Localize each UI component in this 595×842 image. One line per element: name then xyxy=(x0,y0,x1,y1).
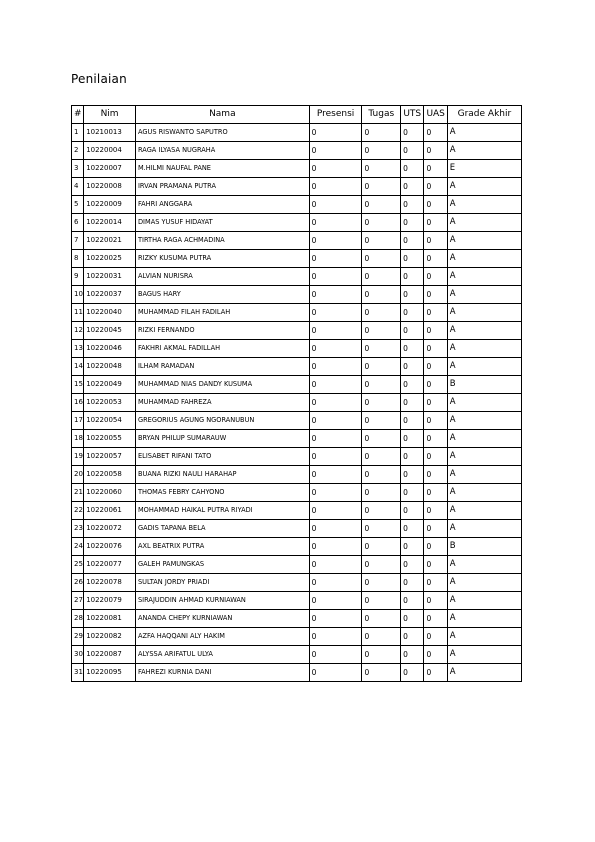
table-row xyxy=(72,178,522,196)
cell-nim: 10220076 xyxy=(84,538,136,556)
header-number: # xyxy=(72,106,84,124)
cell-grade-akhir: B xyxy=(447,376,521,394)
cell-nama: AGUS RISWANTO SAPUTRO xyxy=(135,124,309,142)
cell-uas: 0 xyxy=(424,484,447,502)
cell-presensi: 0 xyxy=(309,412,362,430)
cell-nama: GADIS TAPANA BELA xyxy=(135,520,309,538)
table-row xyxy=(72,412,522,430)
cell-nim: 10220054 xyxy=(84,412,136,430)
cell-number: 23 xyxy=(72,520,84,538)
cell-uts: 0 xyxy=(401,664,424,682)
cell-nama: FAHRI ANGGARA xyxy=(135,196,309,214)
cell-presensi: 0 xyxy=(309,502,362,520)
cell-presensi: 0 xyxy=(309,484,362,502)
cell-number: 25 xyxy=(72,556,84,574)
cell-presensi: 0 xyxy=(309,466,362,484)
cell-tugas: 0 xyxy=(362,358,401,376)
cell-tugas: 0 xyxy=(362,628,401,646)
cell-uts: 0 xyxy=(401,502,424,520)
cell-grade-akhir: A xyxy=(447,214,521,232)
table-row xyxy=(72,448,522,466)
cell-number: 16 xyxy=(72,394,84,412)
table-row xyxy=(72,142,522,160)
cell-grade-akhir: A xyxy=(447,394,521,412)
cell-tugas: 0 xyxy=(362,376,401,394)
cell-presensi: 0 xyxy=(309,520,362,538)
cell-uts: 0 xyxy=(401,196,424,214)
cell-uas: 0 xyxy=(424,196,447,214)
cell-number: 28 xyxy=(72,610,84,628)
cell-number: 10 xyxy=(72,286,84,304)
cell-number: 15 xyxy=(72,376,84,394)
cell-number: 19 xyxy=(72,448,84,466)
cell-grade-akhir: A xyxy=(447,124,521,142)
cell-nama: ILHAM RAMADAN xyxy=(135,358,309,376)
cell-uas: 0 xyxy=(424,124,447,142)
table-row xyxy=(72,250,522,268)
cell-grade-akhir: A xyxy=(447,664,521,682)
cell-presensi: 0 xyxy=(309,628,362,646)
cell-nim: 10220046 xyxy=(84,340,136,358)
cell-nim: 10220058 xyxy=(84,466,136,484)
cell-nim: 10220037 xyxy=(84,286,136,304)
cell-nama: MOHAMMAD HAIKAL PUTRA RIYADI xyxy=(135,502,309,520)
cell-grade-akhir: A xyxy=(447,628,521,646)
cell-nama: ANANDA CHEPY KURNIAWAN xyxy=(135,610,309,628)
cell-tugas: 0 xyxy=(362,502,401,520)
table-row xyxy=(72,538,522,556)
cell-nama: FAHREZI KURNIA DANI xyxy=(135,664,309,682)
cell-nim: 10220004 xyxy=(84,142,136,160)
cell-nim: 10220077 xyxy=(84,556,136,574)
cell-nim: 10220082 xyxy=(84,628,136,646)
cell-uts: 0 xyxy=(401,214,424,232)
cell-nama: ALVIAN NURISRA xyxy=(135,268,309,286)
cell-nim: 10220049 xyxy=(84,376,136,394)
cell-uts: 0 xyxy=(401,610,424,628)
cell-uas: 0 xyxy=(424,286,447,304)
cell-uas: 0 xyxy=(424,574,447,592)
cell-uas: 0 xyxy=(424,610,447,628)
cell-nim: 10220031 xyxy=(84,268,136,286)
cell-uts: 0 xyxy=(401,448,424,466)
cell-uas: 0 xyxy=(424,556,447,574)
cell-uts: 0 xyxy=(401,412,424,430)
cell-uas: 0 xyxy=(424,502,447,520)
cell-nim: 10220008 xyxy=(84,178,136,196)
cell-grade-akhir: A xyxy=(447,250,521,268)
cell-presensi: 0 xyxy=(309,286,362,304)
cell-presensi: 0 xyxy=(309,142,362,160)
table-row xyxy=(72,124,522,142)
table-row xyxy=(72,664,522,682)
cell-uas: 0 xyxy=(424,376,447,394)
cell-grade-akhir: A xyxy=(447,448,521,466)
cell-uas: 0 xyxy=(424,178,447,196)
cell-uts: 0 xyxy=(401,250,424,268)
cell-nama: RIZKY KUSUMA PUTRA xyxy=(135,250,309,268)
page-title: Penilaian xyxy=(71,72,127,86)
cell-uts: 0 xyxy=(401,160,424,178)
table-row xyxy=(72,628,522,646)
cell-presensi: 0 xyxy=(309,340,362,358)
cell-number: 29 xyxy=(72,628,84,646)
cell-uas: 0 xyxy=(424,466,447,484)
cell-nim: 10220061 xyxy=(84,502,136,520)
cell-tugas: 0 xyxy=(362,286,401,304)
cell-uts: 0 xyxy=(401,592,424,610)
cell-number: 12 xyxy=(72,322,84,340)
cell-nama: GREGORIUS AGUNG NGORANUBUN xyxy=(135,412,309,430)
cell-uas: 0 xyxy=(424,538,447,556)
cell-tugas: 0 xyxy=(362,322,401,340)
cell-uts: 0 xyxy=(401,232,424,250)
cell-presensi: 0 xyxy=(309,664,362,682)
cell-uas: 0 xyxy=(424,430,447,448)
cell-nim: 10220060 xyxy=(84,484,136,502)
cell-number: 22 xyxy=(72,502,84,520)
table-row xyxy=(72,520,522,538)
cell-uts: 0 xyxy=(401,394,424,412)
cell-uts: 0 xyxy=(401,286,424,304)
cell-uts: 0 xyxy=(401,556,424,574)
cell-presensi: 0 xyxy=(309,574,362,592)
cell-nim: 10220007 xyxy=(84,160,136,178)
cell-nim: 10220048 xyxy=(84,358,136,376)
cell-number: 7 xyxy=(72,232,84,250)
cell-uts: 0 xyxy=(401,304,424,322)
cell-nim: 10220095 xyxy=(84,664,136,682)
cell-grade-akhir: A xyxy=(447,286,521,304)
cell-uas: 0 xyxy=(424,250,447,268)
cell-tugas: 0 xyxy=(362,484,401,502)
header-nim: Nim xyxy=(84,106,136,124)
cell-nim: 10220014 xyxy=(84,214,136,232)
cell-nama: MUHAMMAD NIAS DANDY KUSUMA xyxy=(135,376,309,394)
cell-grade-akhir: A xyxy=(447,502,521,520)
cell-number: 17 xyxy=(72,412,84,430)
cell-nama: SULTAN JORDY PRIADI xyxy=(135,574,309,592)
cell-tugas: 0 xyxy=(362,430,401,448)
cell-nama: M.HILMI NAUFAL PANE xyxy=(135,160,309,178)
cell-presensi: 0 xyxy=(309,214,362,232)
cell-number: 1 xyxy=(72,124,84,142)
cell-nim: 10220021 xyxy=(84,232,136,250)
table-row xyxy=(72,196,522,214)
cell-uas: 0 xyxy=(424,646,447,664)
cell-nim: 10220055 xyxy=(84,430,136,448)
cell-nim: 10210013 xyxy=(84,124,136,142)
cell-nama: FAKHRI AKMAL FADILLAH xyxy=(135,340,309,358)
cell-uas: 0 xyxy=(424,412,447,430)
cell-nama: AZFA HAQQANI ALY HAKIM xyxy=(135,628,309,646)
cell-presensi: 0 xyxy=(309,250,362,268)
cell-number: 31 xyxy=(72,664,84,682)
table-row xyxy=(72,610,522,628)
cell-nama: BUANA RIZKI NAULI HARAHAP xyxy=(135,466,309,484)
cell-number: 3 xyxy=(72,160,84,178)
cell-uts: 0 xyxy=(401,430,424,448)
cell-grade-akhir: A xyxy=(447,304,521,322)
cell-nim: 10220087 xyxy=(84,646,136,664)
header-nama: Nama xyxy=(135,106,309,124)
cell-nim: 10220078 xyxy=(84,574,136,592)
table-row xyxy=(72,376,522,394)
cell-tugas: 0 xyxy=(362,556,401,574)
cell-presensi: 0 xyxy=(309,322,362,340)
cell-uas: 0 xyxy=(424,304,447,322)
cell-uts: 0 xyxy=(401,178,424,196)
header-row xyxy=(72,106,522,124)
cell-presensi: 0 xyxy=(309,556,362,574)
table-row xyxy=(72,358,522,376)
cell-nama: ALYSSA ARIFATUL ULYA xyxy=(135,646,309,664)
table-header xyxy=(72,106,522,124)
table-row xyxy=(72,286,522,304)
cell-uas: 0 xyxy=(424,520,447,538)
cell-nim: 10220053 xyxy=(84,394,136,412)
table-row xyxy=(72,484,522,502)
cell-number: 26 xyxy=(72,574,84,592)
header-presensi: Presensi xyxy=(309,106,362,124)
cell-nim: 10220040 xyxy=(84,304,136,322)
cell-number: 14 xyxy=(72,358,84,376)
table-row xyxy=(72,268,522,286)
cell-tugas: 0 xyxy=(362,268,401,286)
cell-number: 11 xyxy=(72,304,84,322)
cell-uts: 0 xyxy=(401,340,424,358)
cell-uas: 0 xyxy=(424,160,447,178)
cell-grade-akhir: A xyxy=(447,322,521,340)
cell-grade-akhir: A xyxy=(447,142,521,160)
header-grade-akhir: Grade Akhir xyxy=(447,106,521,124)
cell-tugas: 0 xyxy=(362,196,401,214)
cell-grade-akhir: A xyxy=(447,466,521,484)
table-row xyxy=(72,574,522,592)
cell-presensi: 0 xyxy=(309,232,362,250)
cell-tugas: 0 xyxy=(362,520,401,538)
cell-nama: BAGUS HARY xyxy=(135,286,309,304)
cell-grade-akhir: A xyxy=(447,574,521,592)
cell-uts: 0 xyxy=(401,646,424,664)
header-tugas: Tugas xyxy=(362,106,401,124)
grades-table xyxy=(71,105,522,682)
cell-uts: 0 xyxy=(401,268,424,286)
header-uts: UTS xyxy=(401,106,424,124)
cell-tugas: 0 xyxy=(362,538,401,556)
cell-tugas: 0 xyxy=(362,232,401,250)
table-row xyxy=(72,466,522,484)
cell-presensi: 0 xyxy=(309,268,362,286)
cell-presensi: 0 xyxy=(309,196,362,214)
cell-nama: THOMAS FEBRY CAHYONO xyxy=(135,484,309,502)
cell-grade-akhir: A xyxy=(447,520,521,538)
table-row xyxy=(72,232,522,250)
cell-grade-akhir: A xyxy=(447,178,521,196)
table-row xyxy=(72,322,522,340)
cell-number: 8 xyxy=(72,250,84,268)
cell-uts: 0 xyxy=(401,574,424,592)
cell-number: 6 xyxy=(72,214,84,232)
cell-uas: 0 xyxy=(424,340,447,358)
cell-number: 20 xyxy=(72,466,84,484)
cell-nama: DIMAS YUSUF HIDAYAT xyxy=(135,214,309,232)
table-row xyxy=(72,340,522,358)
cell-uas: 0 xyxy=(424,268,447,286)
cell-nim: 10220081 xyxy=(84,610,136,628)
cell-grade-akhir: A xyxy=(447,196,521,214)
cell-tugas: 0 xyxy=(362,574,401,592)
table-row xyxy=(72,304,522,322)
cell-grade-akhir: A xyxy=(447,232,521,250)
cell-uts: 0 xyxy=(401,466,424,484)
cell-tugas: 0 xyxy=(362,304,401,322)
cell-grade-akhir: E xyxy=(447,160,521,178)
cell-tugas: 0 xyxy=(362,250,401,268)
cell-presensi: 0 xyxy=(309,394,362,412)
cell-grade-akhir: A xyxy=(447,646,521,664)
cell-nama: IRVAN PRAMANA PUTRA xyxy=(135,178,309,196)
header-uas: UAS xyxy=(424,106,447,124)
cell-number: 2 xyxy=(72,142,84,160)
cell-tugas: 0 xyxy=(362,412,401,430)
cell-nama: BRYAN PHILUP SUMARAUW xyxy=(135,430,309,448)
cell-uas: 0 xyxy=(424,448,447,466)
cell-presensi: 0 xyxy=(309,538,362,556)
cell-uts: 0 xyxy=(401,538,424,556)
cell-nama: SIRAJUDDIN AHMAD KURNIAWAN xyxy=(135,592,309,610)
cell-grade-akhir: A xyxy=(447,484,521,502)
table-row xyxy=(72,160,522,178)
cell-uts: 0 xyxy=(401,484,424,502)
cell-number: 9 xyxy=(72,268,84,286)
cell-number: 13 xyxy=(72,340,84,358)
cell-presensi: 0 xyxy=(309,430,362,448)
cell-nim: 10220079 xyxy=(84,592,136,610)
cell-nama: RIZKI FERNANDO xyxy=(135,322,309,340)
cell-grade-akhir: A xyxy=(447,340,521,358)
cell-grade-akhir: B xyxy=(447,538,521,556)
cell-uts: 0 xyxy=(401,358,424,376)
cell-presensi: 0 xyxy=(309,304,362,322)
cell-uas: 0 xyxy=(424,664,447,682)
cell-presensi: 0 xyxy=(309,178,362,196)
cell-number: 21 xyxy=(72,484,84,502)
cell-grade-akhir: A xyxy=(447,268,521,286)
cell-presensi: 0 xyxy=(309,124,362,142)
table-row xyxy=(72,556,522,574)
cell-uas: 0 xyxy=(424,592,447,610)
cell-nim: 10220045 xyxy=(84,322,136,340)
table-row xyxy=(72,646,522,664)
cell-nim: 10220057 xyxy=(84,448,136,466)
cell-uas: 0 xyxy=(424,358,447,376)
cell-tugas: 0 xyxy=(362,214,401,232)
cell-tugas: 0 xyxy=(362,592,401,610)
cell-nama: MUHAMMAD FAHREZA xyxy=(135,394,309,412)
cell-uas: 0 xyxy=(424,628,447,646)
cell-tugas: 0 xyxy=(362,178,401,196)
cell-grade-akhir: A xyxy=(447,556,521,574)
table-row xyxy=(72,592,522,610)
cell-grade-akhir: A xyxy=(447,430,521,448)
cell-uts: 0 xyxy=(401,322,424,340)
cell-uts: 0 xyxy=(401,628,424,646)
cell-presensi: 0 xyxy=(309,160,362,178)
cell-presensi: 0 xyxy=(309,358,362,376)
cell-nama: ELISABET RIFANI TATO xyxy=(135,448,309,466)
cell-uas: 0 xyxy=(424,394,447,412)
cell-number: 18 xyxy=(72,430,84,448)
table-row xyxy=(72,214,522,232)
cell-tugas: 0 xyxy=(362,448,401,466)
table-row xyxy=(72,394,522,412)
cell-tugas: 0 xyxy=(362,142,401,160)
cell-tugas: 0 xyxy=(362,160,401,178)
cell-number: 5 xyxy=(72,196,84,214)
cell-tugas: 0 xyxy=(362,466,401,484)
cell-tugas: 0 xyxy=(362,394,401,412)
cell-uas: 0 xyxy=(424,142,447,160)
cell-tugas: 0 xyxy=(362,124,401,142)
cell-nim: 10220009 xyxy=(84,196,136,214)
cell-nama: MUHAMMAD FILAH FADILAH xyxy=(135,304,309,322)
cell-presensi: 0 xyxy=(309,448,362,466)
cell-grade-akhir: A xyxy=(447,610,521,628)
cell-number: 27 xyxy=(72,592,84,610)
cell-uas: 0 xyxy=(424,322,447,340)
cell-number: 24 xyxy=(72,538,84,556)
table-row xyxy=(72,502,522,520)
cell-uas: 0 xyxy=(424,214,447,232)
cell-nama: AXL BEATRIX PUTRA xyxy=(135,538,309,556)
cell-nama: TIRTHA RAGA ACHMADINA xyxy=(135,232,309,250)
cell-uts: 0 xyxy=(401,142,424,160)
table-row xyxy=(72,430,522,448)
cell-uas: 0 xyxy=(424,232,447,250)
cell-number: 30 xyxy=(72,646,84,664)
cell-tugas: 0 xyxy=(362,610,401,628)
cell-uts: 0 xyxy=(401,124,424,142)
table-body xyxy=(72,124,522,682)
cell-tugas: 0 xyxy=(362,340,401,358)
cell-nama: RAGA ILYASA NUGRAHA xyxy=(135,142,309,160)
cell-uts: 0 xyxy=(401,520,424,538)
cell-tugas: 0 xyxy=(362,664,401,682)
cell-uts: 0 xyxy=(401,376,424,394)
cell-presensi: 0 xyxy=(309,376,362,394)
cell-nim: 10220072 xyxy=(84,520,136,538)
cell-grade-akhir: A xyxy=(447,412,521,430)
cell-nama: GALEH PAMUNGKAS xyxy=(135,556,309,574)
cell-grade-akhir: A xyxy=(447,358,521,376)
cell-nim: 10220025 xyxy=(84,250,136,268)
cell-grade-akhir: A xyxy=(447,592,521,610)
cell-presensi: 0 xyxy=(309,610,362,628)
cell-presensi: 0 xyxy=(309,592,362,610)
cell-tugas: 0 xyxy=(362,646,401,664)
cell-number: 4 xyxy=(72,178,84,196)
cell-presensi: 0 xyxy=(309,646,362,664)
